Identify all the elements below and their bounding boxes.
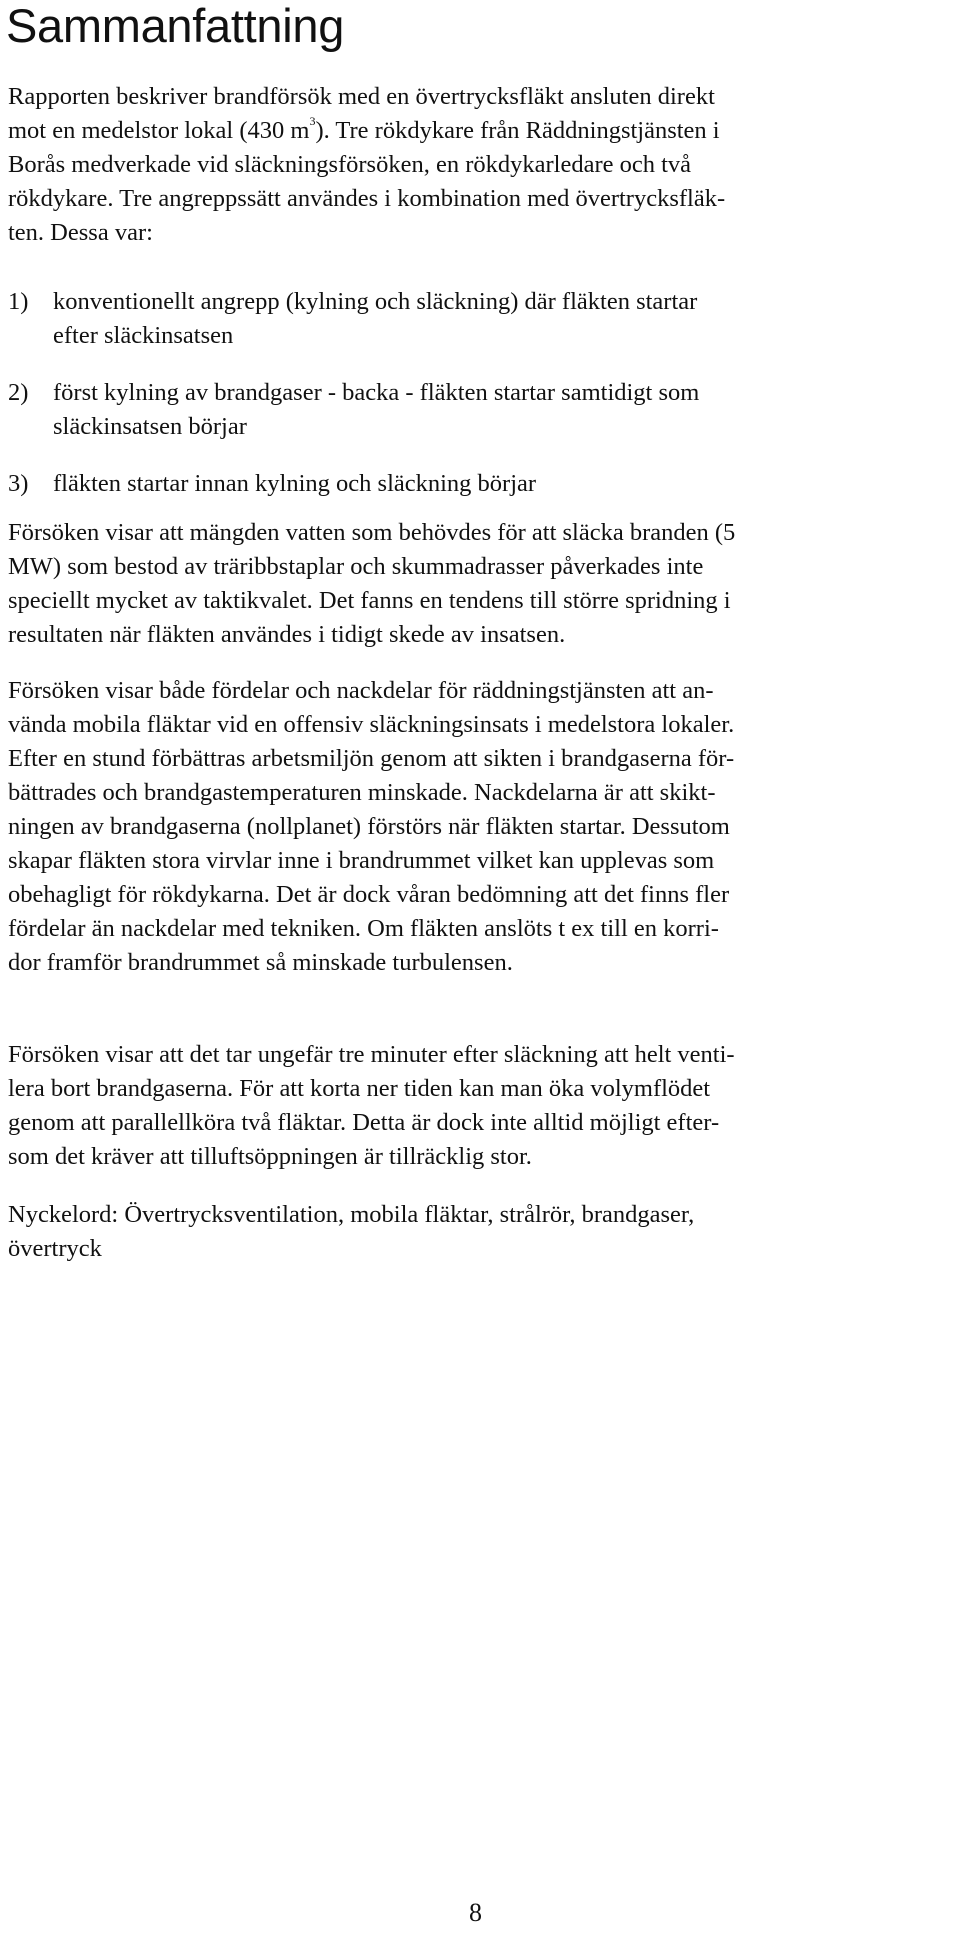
list-item-text: först kylning av brandgaser - backa - fläkten startar samtidigt som släckinsatsen börjar (53, 379, 700, 440)
intro-paragraph (8, 80, 725, 250)
paragraph-pros-cons: Försöken visar både fördelar och nackdelar för räddningstjänsten att an- vända mobila fläktar vid en offensiv släckningsinsats i medelstora lokaler. Efter en stund förbättras arbetsmiljön genom att sikten i brandgaserna för- bättrades och brandgastemperaturen minskade. Nackdelarna är att skikt- ningen av brandgaserna (nollplanet) förstörs när fläkten startar. Dessutom skapar fläkten stora virvlar inne i brandrummet vilket kan upplevas som obehagligt för rökdykarna. Det är dock våran bedömning att det finns fler fördelar än nackdelar med tekniken. Om fläkten anslöts t ex till en korri- dor framför brandrummet så minskade turbulensen. (8, 677, 735, 976)
intro-text-part2: ). Tre rökdykare från Räddningstjänsten i Borås medverkade vid släckningsförsöken, en rökdykarledare och två rökdykare. Tre angreppssätt användes i kombination med övertrycksfläk- ten. Dessa var: (8, 117, 726, 246)
list-item-text: konventionellt angrepp (kylning och släckning) där fläkten startar efter släckinsatsen (53, 288, 698, 349)
intro-text-part1: Rapporten beskriver brandförsök med en övertrycksfläkt ansluten direkt mot en medelstor lokal (430 m (8, 83, 715, 144)
paragraph-ventilation-time: Försöken visar att det tar ungefär tre minuter efter släckning att helt venti- lera bort brandgaserna. För att korta ner tiden kan man öka volymflödet genom att parallellköra två fläktar. Detta är dock inte alltid möjligt efter- som det kräver att tilluftsöppningen är tillräcklig stor. (8, 1041, 735, 1170)
list-item (8, 467, 536, 501)
keywords-paragraph: Nyckelord: Övertrycksventilation, mobila fläktar, strålrör, brandgaser, övertryck (8, 1201, 695, 1262)
list-item-number: 1) (8, 288, 29, 315)
list-item (8, 376, 699, 444)
cubic-superscript: 3 (309, 113, 316, 128)
list-item (8, 285, 697, 353)
list-item-number: 2) (8, 379, 29, 406)
paragraph-water-usage: Försöken visar att mängden vatten som behövdes för att släcka branden (5 MW) som bestod av träribbstaplar och skummadrasser påverkades inte speciellt mycket av taktikvalet. Det fanns en tendens till större spridning i resultaten när fläkten användes i tidigt skede av insatsen. (8, 519, 736, 648)
list-item-number: 3) (8, 470, 29, 497)
page-title: Sammanfattning (6, 0, 345, 52)
page-number: 8 (469, 1898, 482, 1927)
list-item-text: fläkten startar innan kylning och släckning börjar (53, 470, 537, 497)
